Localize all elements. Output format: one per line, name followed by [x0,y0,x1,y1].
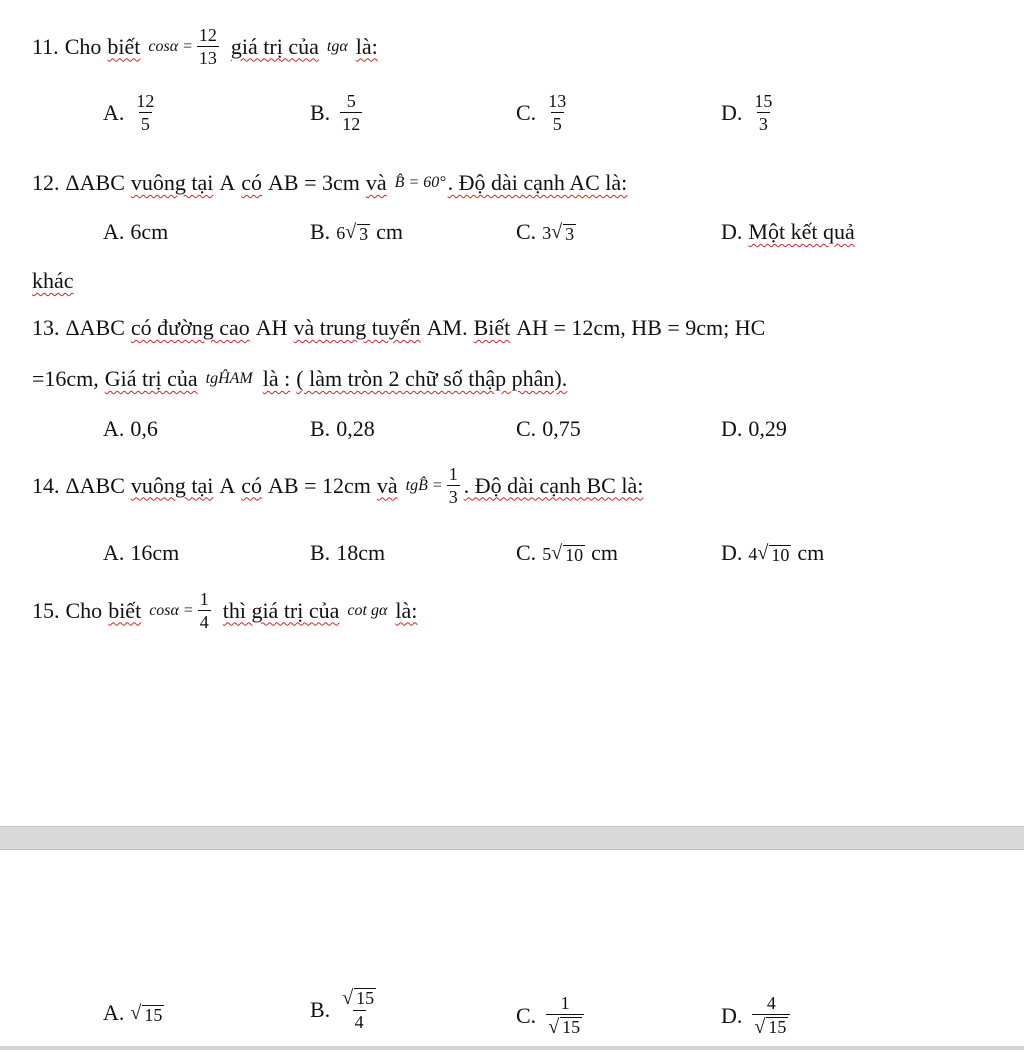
radical-coefficient: 5 [542,543,552,564]
q11-fraction [197,26,219,67]
option-radical [336,221,370,244]
option-label: D. [721,416,743,441]
option-value: 16cm [130,540,180,565]
option-radical [748,542,791,565]
q14-option-d[interactable] [721,540,824,566]
q12-text: ΔABC [65,170,125,195]
option-label: A. [103,1000,125,1025]
question-12 [32,170,627,196]
q12-text: và [365,170,387,195]
q15-text: Cho [65,597,103,623]
q11-text: giá trị của [230,33,319,59]
q14-text: ΔABC [65,472,125,498]
q14-text: và [376,472,398,498]
option-value: 0,6 [130,416,158,441]
q12-text: AB = 3cm [268,170,360,195]
fraction-denominator: 4 [199,612,209,632]
page-break-divider [0,826,1024,850]
fraction-denominator: 3 [448,487,458,507]
radicand: 3 [565,223,575,244]
q12-expression: B̂ = 60° [394,174,446,191]
option-label: C. [516,1002,537,1028]
option-label: A. [103,99,125,125]
q13-text: Giá trị của [104,366,198,391]
q11-text: Cho [64,33,102,59]
radicand: 10 [771,544,790,565]
q11-option-a[interactable] [103,92,160,133]
q15-expression: cot gα [347,601,388,619]
fraction-numerator: 15 [754,91,773,111]
q14-text: AB = 12cm [268,472,371,498]
q15-expression: cosα = [149,601,194,619]
question-11 [32,26,378,67]
q13-option-b[interactable] [310,416,375,442]
q14-text: A [219,472,236,498]
option-radical [130,1002,164,1025]
option-unit: cm [797,540,825,565]
q14-text: có [241,472,263,498]
q13-text: AM. [426,315,468,340]
option-label: B. [310,99,331,125]
fraction-denominator: 5 [140,114,150,134]
fraction-denominator: 4 [354,1012,364,1032]
fraction-denominator: 13 [198,48,217,68]
q11-expression: cosα = [148,37,193,55]
q12-option-c[interactable] [516,219,576,245]
option-label: A. [103,540,125,565]
option-value-continued: khác [32,268,74,293]
option-radical [342,988,376,1008]
q13-text: là : [262,366,291,391]
radicand: 15 [562,1017,581,1038]
option-radical [754,1017,788,1037]
q15-text: biết [108,597,142,623]
radical-coefficient: 3 [542,222,552,243]
q11-expression: tgα [326,37,348,55]
q12-option-d-wrap [32,268,74,294]
question-13-line-2 [32,366,567,392]
q11-number: 11. [32,33,59,59]
radicand: 3 [359,223,369,244]
question-15 [32,590,417,631]
option-radical [548,1017,582,1037]
q12-text: A [219,170,236,195]
page-bottom-edge [0,1046,1024,1050]
q13-text: AH = 12cm, HB = 9cm; HC [516,315,766,340]
option-label: D. [721,219,743,244]
q15-text: là: [395,597,418,623]
q11-option-c[interactable] [516,92,572,133]
q14-number: 14. [32,472,60,498]
sqrt-symbol: √ [754,1016,766,1038]
option-fraction [752,994,790,1037]
q13-number: 13. [32,315,60,340]
radicand: 15 [768,1017,787,1038]
fraction-numerator: 12 [136,91,155,111]
q13-text: ( làm tròn 2 chữ số thập phân). [296,366,568,391]
q14-option-c[interactable] [516,540,618,566]
option-label: B. [310,219,331,244]
q13-expression: tgĤAM [205,370,253,387]
option-label: D. [721,540,743,565]
q11-text: biết [107,33,141,59]
option-radical [542,542,585,565]
question-14 [32,465,643,506]
q11-text: là: [355,33,378,59]
sqrt-symbol: √ [757,541,769,564]
option-label: C. [516,99,537,125]
question-13 [32,315,765,341]
q13-text: AH [255,315,288,340]
q13-option-c[interactable] [516,416,581,442]
q12-option-a[interactable] [103,219,168,245]
fraction-numerator: 1 [560,993,570,1013]
q14-text: vuông tại [130,472,214,498]
q11-option-b[interactable] [310,92,366,133]
sqrt-symbol: √ [342,987,354,1009]
option-label: C. [516,416,537,441]
q13-text: có đường cao [130,315,250,340]
q15-option-d[interactable] [721,994,794,1037]
sqrt-symbol: √ [551,220,563,243]
radicand: 10 [565,544,584,565]
option-unit: cm [376,219,404,244]
q12-option-d[interactable] [721,219,855,245]
option-fraction [134,92,156,133]
option-label: B. [310,996,331,1022]
radicand: 15 [144,1004,163,1025]
option-label: C. [516,219,537,244]
option-label: D. [721,99,743,125]
q15-number: 15. [32,597,60,623]
q12-number: 12. [32,170,60,195]
q13-text: =16cm, [32,366,99,391]
q12-text: vuông tại [130,170,214,195]
q15-fraction [198,590,211,631]
option-fraction [340,988,378,1031]
q15-option-b[interactable] [310,988,382,1031]
radical-coefficient: 6 [336,222,346,243]
q11-option-d[interactable] [721,92,778,133]
option-value: 6cm [130,219,169,244]
q15-option-a[interactable] [103,1000,164,1026]
sqrt-symbol: √ [551,541,563,564]
option-fraction [340,92,362,133]
q14-fraction [447,465,460,506]
option-value: Một kết quả [748,219,855,244]
q13-text: ΔABC [65,315,125,340]
option-label: C. [516,540,537,565]
q14-text: . Độ dài cạnh BC là: [463,472,644,498]
sqrt-symbol: √ [130,1001,142,1024]
fraction-denominator [546,1014,584,1037]
q13-text: và trung tuyến [293,315,421,340]
q12-option-b[interactable] [310,219,403,245]
option-fraction [546,994,584,1037]
option-label: B. [310,416,331,441]
fraction-numerator: 5 [346,91,356,111]
q13-option-d[interactable] [721,416,787,442]
option-value: 0,29 [748,416,787,441]
fraction-numerator: 1 [199,589,209,609]
option-value: 18cm [336,540,386,565]
q15-text: thì giá trị của [222,597,340,623]
q15-option-c[interactable] [516,994,588,1037]
sqrt-symbol: √ [345,220,357,243]
q14-option-a[interactable] [103,540,179,566]
fraction-denominator: 5 [552,114,562,134]
option-label: A. [103,416,125,441]
option-value: 0,75 [542,416,581,441]
q12-text: có [241,170,263,195]
q14-expression: tgB̂ = [405,476,443,494]
option-fraction [546,92,568,133]
option-value: 0,28 [336,416,375,441]
q14-option-b[interactable] [310,540,385,566]
fraction-denominator: 3 [758,114,768,134]
option-unit: cm [591,540,619,565]
q13-text: Biết [473,315,511,340]
option-radical [542,221,576,244]
option-fraction [752,92,774,133]
fraction-denominator [752,1014,790,1037]
fraction-denominator: 12 [342,114,361,134]
q13-option-a[interactable] [103,416,158,442]
fraction-numerator: 4 [766,993,776,1013]
option-label: A. [103,219,125,244]
fraction-numerator: 12 [198,25,217,45]
fraction-numerator: 1 [448,464,458,484]
radical-coefficient: 4 [748,543,758,564]
sqrt-symbol: √ [548,1016,560,1038]
fraction-numerator: 13 [548,91,567,111]
option-label: D. [721,1002,743,1028]
fraction-numerator [340,988,378,1010]
q12-text: . Độ dài cạnh AC là: [447,170,628,195]
option-label: B. [310,540,331,565]
radicand: 15 [356,988,375,1009]
